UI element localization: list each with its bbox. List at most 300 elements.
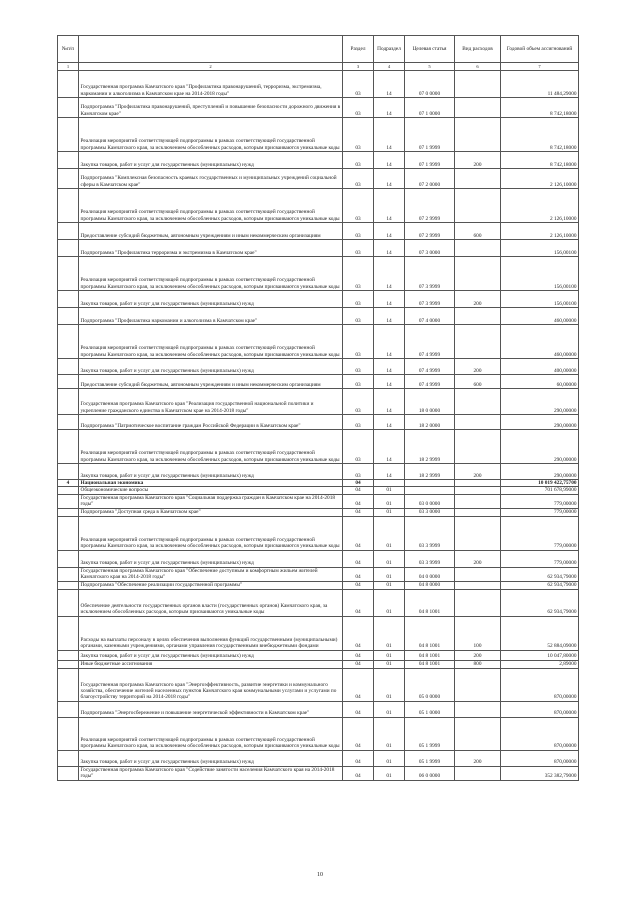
row-subsection: 01 (374, 589, 405, 616)
row-section: 03 (343, 257, 374, 291)
header-target: Целевая статья (405, 36, 455, 63)
table-body (58, 71, 579, 781)
row-subsection: 14 (374, 71, 405, 98)
row-number (58, 223, 79, 240)
row-number (58, 257, 79, 291)
row-target-article: 18 2 0000 (405, 415, 455, 430)
row-amount: 701 678,99000 (501, 487, 579, 494)
row-section: 04 (343, 487, 374, 494)
row-subsection: 01 (374, 508, 405, 516)
row-expense-type (455, 567, 501, 581)
row-subsection: 01 (374, 567, 405, 581)
row-number (58, 118, 79, 152)
row-amount: 290,00000 (501, 464, 579, 480)
row-subsection: 14 (374, 118, 405, 152)
table-header-row (58, 36, 579, 63)
row-target-article: 04 8 1001 (405, 589, 455, 616)
table-row (58, 766, 579, 780)
header-subsection: Подраздел (374, 36, 405, 63)
row-amount: 156,00100 (501, 291, 579, 308)
table-row (58, 375, 579, 389)
row-subsection: 01 (374, 581, 405, 589)
row-section: 04 (343, 717, 374, 750)
table-row (58, 189, 579, 223)
row-target-article: 03 3 9999 (405, 516, 455, 550)
row-amount: 2 126,10000 (501, 223, 579, 240)
row-number (58, 430, 79, 464)
row-number (58, 701, 79, 717)
row-expense-type (455, 169, 501, 189)
row-amount: 8 742,18000 (501, 152, 579, 169)
column-number: 5 (405, 63, 455, 71)
row-expense-type: 200 (455, 291, 501, 308)
row-amount: 290,00000 (501, 389, 579, 415)
row-description: Закупка товаров, работ и услуг для государственных (муниципальных) нужд (79, 464, 343, 480)
budget-table (57, 35, 579, 781)
row-target-article: 05 1 9999 (405, 750, 455, 766)
row-description: Государственная программа Камчатского края "Обеспечение доступным и комфортным жильем жителей Камчатского края на 2014-2018 годы" (79, 567, 343, 581)
column-number: 2 (79, 63, 343, 71)
row-description: Обеспечение деятельности государственных органов власти (государственных органов) Камчатского края, за исключением обособленных расходов, которым присваиваются уникальные коды (79, 589, 343, 616)
row-number (58, 98, 79, 118)
row-expense-type: 200 (455, 152, 501, 169)
row-expense-type (455, 257, 501, 291)
row-subsection: 01 (374, 660, 405, 668)
row-number (58, 389, 79, 415)
row-section: 04 (343, 701, 374, 717)
column-number: 4 (374, 63, 405, 71)
row-section: 03 (343, 308, 374, 325)
row-target-article: 04 0 0000 (405, 567, 455, 581)
row-target-article: 07 4 9999 (405, 375, 455, 389)
row-expense-type (455, 189, 501, 223)
row-amount: 870,00000 (501, 750, 579, 766)
table-row (58, 668, 579, 701)
header-num: №п/п (58, 36, 79, 63)
column-number: 1 (58, 63, 79, 71)
row-description: Реализация мероприятий соответствующей подпрограммы в рамках соответствующей государственной программы Камчатского края, за исключением обособленных расходов, которым присваиваются уникальные коды (79, 430, 343, 464)
row-subsection: 14 (374, 240, 405, 257)
table-row (58, 589, 579, 616)
row-amount: 62 934,79000 (501, 581, 579, 589)
row-target-article: 07 2 9999 (405, 223, 455, 240)
table-row (58, 480, 579, 487)
row-number (58, 650, 79, 660)
row-description: Предоставление субсидий бюджетным, автономным учреждениям и иным некоммерческим организациям (79, 223, 343, 240)
row-number (58, 516, 79, 550)
table-row (58, 308, 579, 325)
row-subsection: 14 (374, 430, 405, 464)
row-target-article: 05 0 0000 (405, 668, 455, 701)
row-description: Реализация мероприятий соответствующей подпрограммы в рамках соответствующей государственной программы Камчатского края, за исключением обособленных расходов, которым присваиваются уникальные коды (79, 257, 343, 291)
row-section: 03 (343, 375, 374, 389)
row-expense-type (455, 717, 501, 750)
row-section: 04 (343, 750, 374, 766)
row-number (58, 359, 79, 375)
row-target-article: 06 0 0000 (405, 766, 455, 780)
row-amount: 2,89000 (501, 660, 579, 668)
row-amount: 870,00000 (501, 668, 579, 701)
row-number: 4 (58, 480, 79, 487)
row-description: Подпрограмма "Профилактика наркомании и алкоголизма в Камчатском крае" (79, 308, 343, 325)
row-amount: 779,00000 (501, 508, 579, 516)
row-amount: 156,00100 (501, 257, 579, 291)
row-section: 04 (343, 660, 374, 668)
row-subsection: 14 (374, 308, 405, 325)
row-amount: 779,00000 (501, 516, 579, 550)
row-amount: 870,00000 (501, 717, 579, 750)
row-expense-type: 600 (455, 375, 501, 389)
row-target-article: 07 2 9999 (405, 189, 455, 223)
row-number (58, 291, 79, 308)
row-expense-type (455, 71, 501, 98)
row-expense-type (455, 480, 501, 487)
row-section: 03 (343, 415, 374, 430)
row-section: 03 (343, 291, 374, 308)
row-amount: 290,00000 (501, 430, 579, 464)
row-expense-type: 200 (455, 464, 501, 480)
row-description: Подпрограмма "Обеспечение реализации государственной программы" (79, 581, 343, 589)
row-subsection: 14 (374, 415, 405, 430)
table-row (58, 701, 579, 717)
row-target-article: 07 1 0000 (405, 98, 455, 118)
table-row (58, 508, 579, 516)
header-amount: Годовой объем ассигнований (501, 36, 579, 63)
row-target-article: 07 3 0000 (405, 240, 455, 257)
row-amount: 290,00000 (501, 415, 579, 430)
header-section: Раздел (343, 36, 374, 63)
row-description: Государственная программа Камчатского края "Реализация государственной национальной политики и укрепление гражданского единства в Камчатском крае на 2014-2018 годы" (79, 389, 343, 415)
row-description: Подпрограмма "Патриотическое воспитание граждан Российской Федерации в Камчатском крае" (79, 415, 343, 430)
row-amount: 10 047,80000 (501, 650, 579, 660)
row-section: 03 (343, 240, 374, 257)
row-amount: 870,00000 (501, 701, 579, 717)
row-amount: 8 742,18000 (501, 118, 579, 152)
row-expense-type: 600 (455, 223, 501, 240)
row-target-article: 07 3 9999 (405, 291, 455, 308)
row-number (58, 766, 79, 780)
header-expense: Вид расходов (455, 36, 501, 63)
row-description: Расходы на выплаты персоналу в целях обеспечения выполнения функций государственными (муниципальными) органами, казенными учреждениями, органами управления государственными внебюджетными фондами (79, 616, 343, 650)
row-number (58, 189, 79, 223)
table-row (58, 567, 579, 581)
row-target-article: 07 2 0000 (405, 169, 455, 189)
row-expense-type (455, 389, 501, 415)
row-expense-type (455, 430, 501, 464)
table-row (58, 291, 579, 308)
row-expense-type (455, 308, 501, 325)
row-subsection: 01 (374, 550, 405, 567)
row-target-article: 07 1 9999 (405, 118, 455, 152)
row-number (58, 750, 79, 766)
row-target-article: 18 2 9999 (405, 464, 455, 480)
row-section: 04 (343, 508, 374, 516)
row-expense-type: 800 (455, 660, 501, 668)
row-number (58, 308, 79, 325)
row-subsection: 01 (374, 516, 405, 550)
row-amount: 400,00000 (501, 359, 579, 375)
row-target-article: 07 1 9999 (405, 152, 455, 169)
table-row (58, 223, 579, 240)
table-row (58, 257, 579, 291)
row-amount: 779,00000 (501, 494, 579, 508)
row-section: 03 (343, 98, 374, 118)
row-section: 04 (343, 668, 374, 701)
row-amount: 460,00000 (501, 325, 579, 359)
row-subsection: 14 (374, 98, 405, 118)
row-description: Подпрограмма "Комплексная безопасность краевых государственных и муниципальных учреждений социальной сферы в Камчатском крае" (79, 169, 343, 189)
row-subsection: 01 (374, 650, 405, 660)
row-section: 03 (343, 359, 374, 375)
row-expense-type (455, 701, 501, 717)
row-section: 04 (343, 589, 374, 616)
row-expense-type (455, 668, 501, 701)
row-number (58, 567, 79, 581)
row-number (58, 581, 79, 589)
row-description: Реализация мероприятий соответствующей подпрограммы в рамках соответствующей государственной программы Камчатского края, за исключением обособленных расходов, которым присваиваются уникальные коды (79, 717, 343, 750)
row-number (58, 71, 79, 98)
row-amount: 352 382,79000 (501, 766, 579, 780)
row-description: Государственная программа Камчатского края "Энергоэффективность, развитие энергетики и коммунального хозяйства, обеспечение жителей населенных пунктов Камчатского края коммунальными услугами и услугами по благоустройству территорий на 2014-2018 годы" (79, 668, 343, 701)
row-target-article: 04 8 1001 (405, 650, 455, 660)
row-number (58, 152, 79, 169)
row-target-article (405, 487, 455, 494)
row-target-article: 18 2 9999 (405, 430, 455, 464)
table-row (58, 516, 579, 550)
row-amount: 52 884,09000 (501, 616, 579, 650)
column-number: 7 (501, 63, 579, 71)
row-subsection: 01 (374, 494, 405, 508)
row-expense-type (455, 766, 501, 780)
row-description: Государственная программа Камчатского края "Профилактика правонарушений, терроризма, экстремизма, наркомании и алкоголизма в Камчатском крае на 2014-2018 годы" (79, 71, 343, 98)
row-expense-type (455, 516, 501, 550)
row-subsection: 14 (374, 291, 405, 308)
row-amount: 10 019 422,75700 (501, 480, 579, 487)
table-row (58, 169, 579, 189)
row-expense-type (455, 494, 501, 508)
row-section: 04 (343, 766, 374, 780)
table-row (58, 494, 579, 508)
row-expense-type: 200 (455, 650, 501, 660)
row-number (58, 487, 79, 494)
row-number (58, 550, 79, 567)
row-subsection: 14 (374, 223, 405, 240)
row-expense-type (455, 240, 501, 257)
row-section: 04 (343, 581, 374, 589)
row-section: 04 (343, 616, 374, 650)
row-subsection: 14 (374, 359, 405, 375)
row-subsection: 01 (374, 766, 405, 780)
row-number (58, 375, 79, 389)
row-description: Реализация мероприятий соответствующей подпрограммы в рамках соответствующей государственной программы Камчатского края, за исключением обособленных расходов, которым присваиваются уникальные коды (79, 516, 343, 550)
row-target-article (405, 480, 455, 487)
row-section: 03 (343, 189, 374, 223)
row-section: 04 (343, 567, 374, 581)
table-row (58, 616, 579, 650)
table-row (58, 118, 579, 152)
table-row (58, 240, 579, 257)
row-description: Государственная программа Камчатского края "Социальная поддержка граждан в Камчатском крае на 2014-2018 годы" (79, 494, 343, 508)
row-expense-type: 100 (455, 616, 501, 650)
row-target-article: 05 1 9999 (405, 717, 455, 750)
row-amount: 460,00000 (501, 308, 579, 325)
row-number (58, 508, 79, 516)
row-amount: 62 934,79000 (501, 567, 579, 581)
row-number (58, 589, 79, 616)
row-expense-type (455, 581, 501, 589)
table-row (58, 71, 579, 98)
row-subsection (374, 480, 405, 487)
row-target-article: 07 4 9999 (405, 359, 455, 375)
table-row (58, 359, 579, 375)
row-section: 03 (343, 169, 374, 189)
row-description: Государственная программа Камчатского края "Содействие занятости населения Камчатского края на 2014-2018 годы" (79, 766, 343, 780)
row-number (58, 325, 79, 359)
row-description: Закупка товаров, работ и услуг для государственных (муниципальных) нужд (79, 152, 343, 169)
row-description: Реализация мероприятий соответствующей подпрограммы в рамках соответствующей государственной программы Камчатского края, за исключением обособленных расходов, которым присваиваются уникальные коды (79, 189, 343, 223)
row-section: 04 (343, 550, 374, 567)
row-expense-type (455, 325, 501, 359)
row-subsection: 14 (374, 189, 405, 223)
table-row (58, 464, 579, 480)
row-subsection: 01 (374, 616, 405, 650)
row-expense-type (455, 508, 501, 516)
row-section: 04 (343, 494, 374, 508)
row-expense-type: 200 (455, 550, 501, 567)
row-description: Закупка товаров, работ и услуг для государственных (муниципальных) нужд (79, 750, 343, 766)
budget-table-page (57, 35, 578, 781)
row-subsection: 01 (374, 717, 405, 750)
row-section: 04 (343, 480, 374, 487)
row-subsection: 14 (374, 152, 405, 169)
row-description: Закупка товаров, работ и услуг для государственных (муниципальных) нужд (79, 359, 343, 375)
table-row (58, 152, 579, 169)
row-section: 04 (343, 516, 374, 550)
row-expense-type: 200 (455, 750, 501, 766)
row-target-article: 03 0 0000 (405, 494, 455, 508)
table-row (58, 415, 579, 430)
row-description: Закупка товаров, работ и услуг для государственных (муниципальных) нужд (79, 650, 343, 660)
row-target-article: 03 3 9999 (405, 550, 455, 567)
row-section: 03 (343, 71, 374, 98)
row-target-article: 03 3 0000 (405, 508, 455, 516)
table-row (58, 660, 579, 668)
table-row (58, 550, 579, 567)
column-number: 3 (343, 63, 374, 71)
row-target-article: 04 8 1001 (405, 616, 455, 650)
table-row (58, 581, 579, 589)
row-expense-type: 200 (455, 359, 501, 375)
row-target-article: 18 0 0000 (405, 389, 455, 415)
row-description: Общеэкономические вопросы (79, 487, 343, 494)
row-subsection: 14 (374, 169, 405, 189)
row-expense-type (455, 118, 501, 152)
row-subsection: 01 (374, 487, 405, 494)
row-amount: 2 126,10000 (501, 189, 579, 223)
table-row (58, 325, 579, 359)
row-section: 03 (343, 223, 374, 240)
row-number (58, 717, 79, 750)
row-section: 04 (343, 650, 374, 660)
column-number-row (58, 63, 579, 71)
row-description: Национальная экономика (79, 480, 343, 487)
table-row (58, 487, 579, 494)
row-number (58, 415, 79, 430)
row-description: Подпрограмма "Профилактика правонарушений, преступлений и повышение безопасности дорожного движения в Камчатском крае" (79, 98, 343, 118)
row-section: 03 (343, 325, 374, 359)
row-description: Закупка товаров, работ и услуг для государственных (муниципальных) нужд (79, 550, 343, 567)
row-target-article: 04 8 1001 (405, 660, 455, 668)
row-expense-type (455, 487, 501, 494)
row-expense-type (455, 98, 501, 118)
row-subsection: 14 (374, 257, 405, 291)
row-number (58, 660, 79, 668)
row-target-article: 07 0 0000 (405, 71, 455, 98)
row-description: Реализация мероприятий соответствующей подпрограммы в рамках соответствующей государственной программы Камчатского края, за исключением обособленных расходов, которым присваиваются уникальные коды (79, 325, 343, 359)
table-row (58, 650, 579, 660)
row-section: 03 (343, 389, 374, 415)
row-amount: 156,00100 (501, 240, 579, 257)
row-subsection: 14 (374, 325, 405, 359)
row-number (58, 240, 79, 257)
row-description: Подпрограмма "Профилактика терроризма и экстремизма в Камчатском крае" (79, 240, 343, 257)
row-target-article: 07 3 9999 (405, 257, 455, 291)
row-number (58, 668, 79, 701)
row-number (58, 616, 79, 650)
row-subsection: 01 (374, 750, 405, 766)
row-subsection: 01 (374, 668, 405, 701)
row-target-article: 04 8 0000 (405, 581, 455, 589)
row-target-article: 05 1 0000 (405, 701, 455, 717)
row-expense-type (455, 589, 501, 616)
column-number: 6 (455, 63, 501, 71)
page-number: 10 (317, 872, 323, 878)
row-amount: 2 126,10000 (501, 169, 579, 189)
row-description: Закупка товаров, работ и услуг для государственных (муниципальных) нужд (79, 291, 343, 308)
row-amount: 779,00000 (501, 550, 579, 567)
row-target-article: 07 4 9999 (405, 325, 455, 359)
row-amount: 11 484,29000 (501, 71, 579, 98)
header-name (79, 36, 343, 63)
table-row (58, 750, 579, 766)
row-section: 03 (343, 152, 374, 169)
row-number (58, 464, 79, 480)
row-section: 03 (343, 430, 374, 464)
table-row (58, 98, 579, 118)
row-subsection: 14 (374, 389, 405, 415)
row-expense-type (455, 415, 501, 430)
row-description: Реализация мероприятий соответствующей подпрограммы в рамках соответствующей государственной программы Камчатского края, за исключением обособленных расходов, которым присваиваются уникальные коды (79, 118, 343, 152)
table-row (58, 717, 579, 750)
row-subsection: 14 (374, 375, 405, 389)
row-amount: 60,00000 (501, 375, 579, 389)
row-description: Предоставление субсидий бюджетным, автономным учреждениям и иным некоммерческим организациям (79, 375, 343, 389)
row-section: 03 (343, 464, 374, 480)
row-number (58, 494, 79, 508)
table-row (58, 430, 579, 464)
row-subsection: 01 (374, 701, 405, 717)
row-description: Подпрограмма "Энергосбережение и повышение энергетической эффективности в Камчатском крае" (79, 701, 343, 717)
row-amount: 8 742,18000 (501, 98, 579, 118)
row-target-article: 07 4 0000 (405, 308, 455, 325)
row-section: 03 (343, 118, 374, 152)
table-row (58, 389, 579, 415)
row-subsection: 14 (374, 464, 405, 480)
row-description: Иные бюджетные ассигнования (79, 660, 343, 668)
row-number (58, 169, 79, 189)
row-description: Подпрограмма "Доступная среда в Камчатском крае" (79, 508, 343, 516)
row-amount: 62 934,79000 (501, 589, 579, 616)
